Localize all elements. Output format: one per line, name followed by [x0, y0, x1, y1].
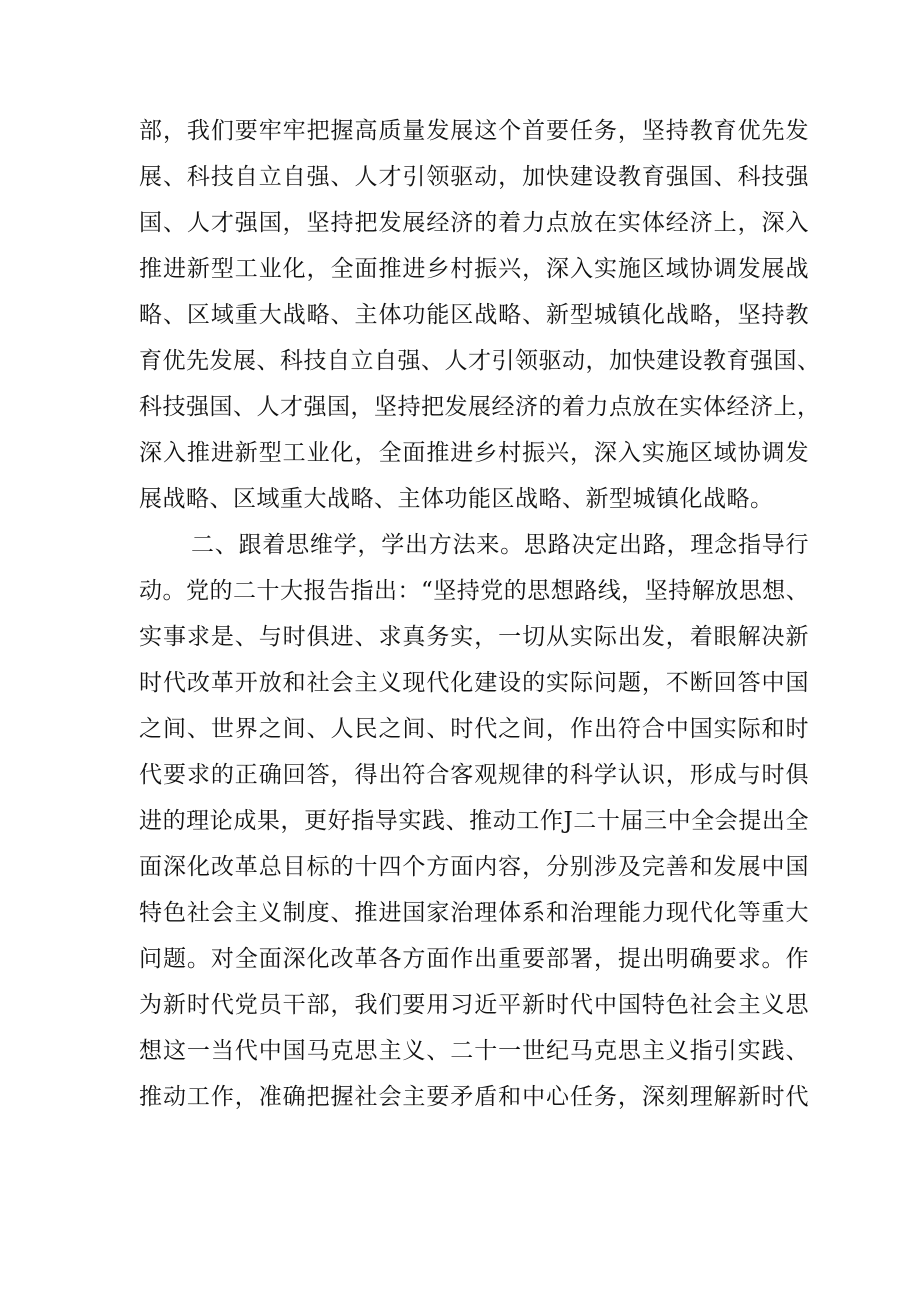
- text-line: 代要求的正确回答，得出符合客观规律的科学认识，形成与时俱: [139, 762, 809, 788]
- text-line: 时代改革开放和社会主义现代化建设的实际问题，不断回答中国: [139, 670, 809, 696]
- text-line: 国、人才强国，坚持把发展经济的着力点放在实体经济上，深入: [139, 210, 809, 236]
- text-line: 部，我们要牢牢把握高质量发展这个首要任务，坚持教育优先发: [139, 118, 809, 144]
- text-line: 推进新型工业化，全面推进乡村振兴，深入实施区域协调发展战: [139, 256, 809, 282]
- text-line: 为新时代党员干部，我们要用习近平新时代中国特色社会主义思: [139, 992, 809, 1018]
- text-line: 深入推进新型工业化，全面推进乡村振兴，深入实施区域协调发: [139, 440, 809, 466]
- text-line: 动。党的二十大报告指出：“坚持党的思想路线，坚持解放思想、: [139, 578, 810, 604]
- text-line: 育优先发展、科技自立自强、人才引领驱动，加快建设教育强国、: [139, 348, 821, 374]
- text-line: 推动工作，准确把握社会主要矛盾和中心任务，深刻理解新时代: [139, 1084, 809, 1110]
- text-line: 科技强国、人才强国，坚持把发展经济的着力点放在实体经济上，: [139, 394, 821, 420]
- text-line: 展战略、区域重大战略、主体功能区战略、新型城镇化战略。: [139, 486, 774, 512]
- text-line: 想这一当代中国马克思主义、二十一世纪马克思主义指引实践、: [139, 1038, 809, 1064]
- text-line: 问题。对全面深化改革各方面作出重要部署，提出明确要求。作: [139, 946, 809, 972]
- paragraph-section-two: [139, 522, 809, 1120]
- document-body: [139, 108, 821, 1120]
- section-heading-line: 二、跟着思维学，学出方法来。思路决定出路，理念指导行: [191, 532, 809, 558]
- text-line: 面深化改革总目标的十四个方面内容，分别涉及完善和发展中国: [139, 854, 809, 880]
- text-line: 略、区域重大战略、主体功能区战略、新型城镇化战略，坚持教: [139, 302, 809, 328]
- text-line: 实事求是、与时俱进、求真务实，一切从实际出发，着眼解决新: [139, 624, 809, 650]
- text-line: 特色社会主义制度、推进国家治理体系和治理能力现代化等重大: [139, 900, 809, 926]
- text-line: 展、科技自立自强、人才引领驱动，加快建设教育强国、科技强: [139, 164, 809, 190]
- text-line: 进的理论成果，更好指导实践、推动工作J二十届三中全会提出全: [139, 808, 809, 834]
- text-line: 之间、世界之间、人民之间、时代之间，作出符合中国实际和时: [139, 716, 809, 742]
- paragraph-continuation: [139, 108, 821, 522]
